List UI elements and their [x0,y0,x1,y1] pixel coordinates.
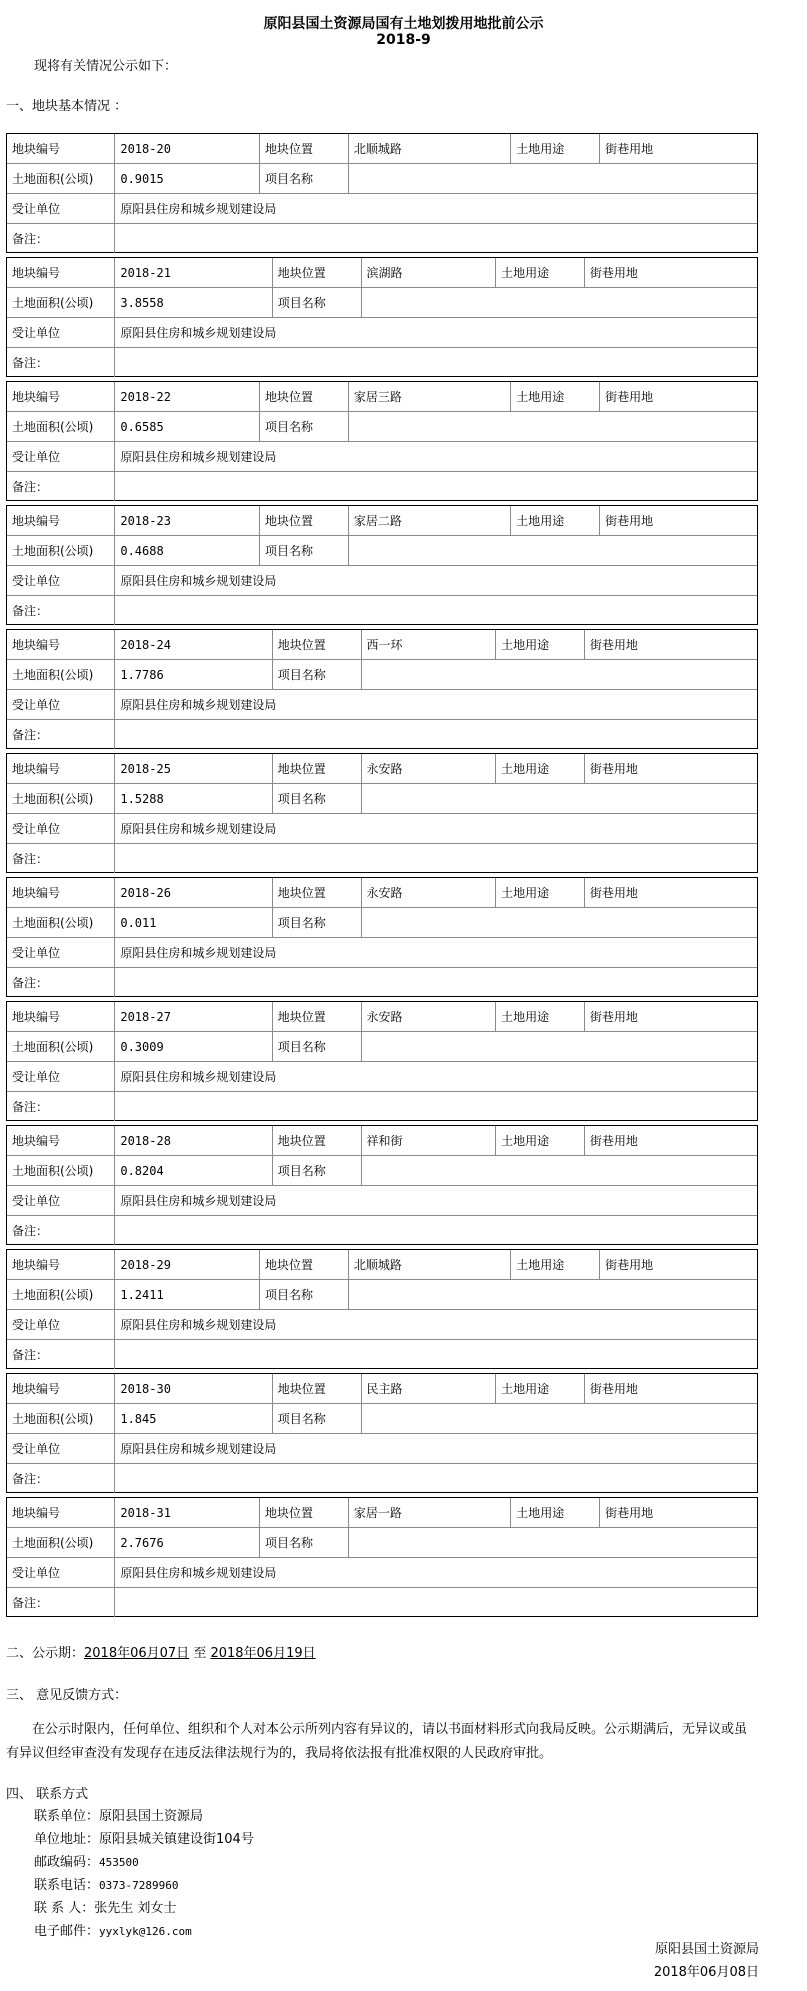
remark-label: 备注： [7,1464,115,1494]
project-value [361,908,757,938]
area-label: 土地面积(公顷) [7,1280,115,1310]
parcel-table [6,257,758,377]
parcel-no-label: 地块编号 [7,258,115,288]
parcel-row-area [7,1280,757,1310]
notice-number: 2018-9 [376,32,431,48]
publicity-end-date: 2018年06月19日 [210,1646,316,1661]
project-value [361,660,757,690]
recipient-value: 原阳县住房和城乡规划建设局 [115,318,757,348]
parcel-row-recipient [7,1062,757,1092]
remark-value [115,968,757,998]
parcel-row-area [7,1528,757,1558]
parcel-no-value: 2018-29 [115,1250,260,1280]
page-title: 原阳县国土资源局国有土地划拨用地批前公示 [263,16,544,32]
area-label: 土地面积(公顷) [7,164,115,194]
parcel-row-basic [7,134,757,164]
area-label: 土地面积(公顷) [7,536,115,566]
parcel-row-recipient [7,690,757,720]
parcel-row-recipient [7,318,757,348]
parcel-table [6,1249,758,1369]
usage-label: 土地用途 [496,754,585,784]
parcel-row-basic [7,754,757,784]
signature-org: 原阳县国土资源局 [654,1942,759,1957]
parcel-no-label: 地块编号 [7,382,115,412]
contact-address: 单位地址：原阳县城关镇建设街104号 [34,1832,254,1847]
parcel-no-value: 2018-21 [115,258,272,288]
remark-label: 备注： [7,472,115,502]
recipient-value: 原阳县住房和城乡规划建设局 [115,1434,757,1464]
remark-value [115,224,757,254]
location-value: 家居一路 [348,1498,510,1528]
parcel-row-basic [7,878,757,908]
parcel-row-recipient [7,1434,757,1464]
parcel-row-basic [7,1498,757,1528]
location-value: 北顺城路 [348,1250,510,1280]
contact-email-line [34,1920,192,1939]
parcel-no-label: 地块编号 [7,134,115,164]
parcel-row-area [7,1404,757,1434]
parcel-no-label: 地块编号 [7,1126,115,1156]
parcel-no-label: 地块编号 [7,1374,115,1404]
parcel-row-remark [7,472,757,502]
parcel-no-value: 2018-22 [115,382,260,412]
parcel-no-value: 2018-24 [115,630,272,660]
phone-label: 联系电话： [34,1878,100,1893]
recipient-value: 原阳县住房和城乡规划建设局 [115,690,757,720]
parcel-row-remark [7,1464,757,1494]
email-label: 电子邮件： [34,1924,100,1939]
project-label: 项目名称 [272,288,361,318]
contact-postcode-line [34,1851,139,1870]
usage-value: 街巷用地 [584,878,757,908]
parcel-no-value: 2018-20 [115,134,260,164]
parcel-row-basic [7,382,757,412]
remark-value [115,844,757,874]
parcel-no-value: 2018-25 [115,754,272,784]
usage-value: 街巷用地 [584,1002,757,1032]
project-label: 项目名称 [260,536,349,566]
project-value [361,1156,757,1186]
intro-text: 现将有关情况公示如下： [34,59,178,74]
usage-label: 土地用途 [496,258,585,288]
location-label: 地块位置 [272,1126,361,1156]
usage-label: 土地用途 [511,506,600,536]
recipient-value: 原阳县住房和城乡规划建设局 [115,1310,757,1340]
parcel-row-basic [7,258,757,288]
area-value: 3.8558 [115,288,272,318]
remark-label: 备注： [7,1340,115,1370]
usage-value: 街巷用地 [600,1498,757,1528]
parcel-row-basic [7,1002,757,1032]
recipient-label: 受让单位 [7,194,115,224]
remark-value [115,1216,757,1246]
recipient-label: 受让单位 [7,1310,115,1340]
project-value [361,1032,757,1062]
recipient-value: 原阳县住房和城乡规划建设局 [115,566,757,596]
parcel-row-area [7,660,757,690]
parcel-row-basic [7,1126,757,1156]
area-label: 土地面积(公顷) [7,1032,115,1062]
publicity-start-date: 2018年06月07日 [84,1646,190,1661]
project-label: 项目名称 [260,1528,349,1558]
area-label: 土地面积(公顷) [7,288,115,318]
location-label: 地块位置 [260,134,349,164]
recipient-value: 原阳县住房和城乡规划建设局 [115,1062,757,1092]
parcel-no-value: 2018-30 [115,1374,272,1404]
area-label: 土地面积(公顷) [7,412,115,442]
parcel-table [6,381,758,501]
parcel-row-recipient [7,194,757,224]
parcel-no-value: 2018-27 [115,1002,272,1032]
parcel-row-area [7,1032,757,1062]
recipient-label: 受让单位 [7,690,115,720]
usage-label: 土地用途 [496,1374,585,1404]
area-label: 土地面积(公顷) [7,784,115,814]
recipient-value: 原阳县住房和城乡规划建设局 [115,1186,757,1216]
area-value: 0.9015 [115,164,260,194]
parcel-row-area [7,784,757,814]
usage-value: 街巷用地 [584,258,757,288]
project-label: 项目名称 [260,412,349,442]
usage-value: 街巷用地 [600,134,757,164]
usage-value: 街巷用地 [584,630,757,660]
recipient-label: 受让单位 [7,1062,115,1092]
recipient-label: 受让单位 [7,1434,115,1464]
section4-heading: 四、 联系方式 [6,1787,89,1802]
location-value: 永安路 [361,1002,496,1032]
usage-label: 土地用途 [496,1002,585,1032]
location-label: 地块位置 [260,506,349,536]
recipient-label: 受让单位 [7,1558,115,1588]
usage-value: 街巷用地 [600,382,757,412]
parcel-row-area [7,412,757,442]
remark-value [115,596,757,626]
parcel-row-area [7,1156,757,1186]
section2-line [6,1642,316,1661]
usage-label: 土地用途 [496,1126,585,1156]
section3-heading: 三、 意见反馈方式： [6,1688,128,1703]
parcel-table [6,1497,758,1617]
usage-value: 街巷用地 [584,1374,757,1404]
location-value: 民主路 [361,1374,496,1404]
usage-value: 街巷用地 [600,1250,757,1280]
parcel-row-basic [7,1250,757,1280]
parcel-table [6,753,758,873]
postcode-value: 453500 [99,1856,139,1869]
project-label: 项目名称 [260,1280,349,1310]
area-value: 1.5288 [115,784,272,814]
project-label: 项目名称 [272,1404,361,1434]
remark-value [115,1588,757,1618]
email-value[interactable]: yyxlyk@126.com [99,1925,192,1938]
usage-label: 土地用途 [496,630,585,660]
remark-value [115,1340,757,1370]
remark-label: 备注： [7,224,115,254]
parcel-row-recipient [7,1310,757,1340]
parcel-row-remark [7,596,757,626]
parcel-no-label: 地块编号 [7,1250,115,1280]
location-label: 地块位置 [272,258,361,288]
phone-value: 0373-7289960 [99,1879,179,1892]
parcel-row-remark [7,224,757,254]
project-label: 项目名称 [272,908,361,938]
recipient-value: 原阳县住房和城乡规划建设局 [115,814,757,844]
section1-heading: 一、地块基本情况 ： [6,99,128,114]
project-label: 项目名称 [272,1156,361,1186]
parcel-table [6,133,758,253]
location-value: 家居三路 [348,382,510,412]
parcel-no-label: 地块编号 [7,506,115,536]
area-label: 土地面积(公顷) [7,1156,115,1186]
area-label: 土地面积(公顷) [7,1528,115,1558]
usage-label: 土地用途 [511,1250,600,1280]
parcel-row-recipient [7,442,757,472]
parcel-row-area [7,288,757,318]
remark-label: 备注： [7,1216,115,1246]
location-label: 地块位置 [272,1002,361,1032]
location-label: 地块位置 [272,1374,361,1404]
parcel-row-recipient [7,814,757,844]
parcel-row-recipient [7,938,757,968]
area-label: 土地面积(公顷) [7,1404,115,1434]
remark-value [115,1092,757,1122]
parcel-row-recipient [7,1186,757,1216]
parcel-no-value: 2018-31 [115,1498,260,1528]
remark-value [115,1464,757,1494]
area-label: 土地面积(公顷) [7,660,115,690]
location-value: 滨湖路 [361,258,496,288]
parcel-row-remark [7,968,757,998]
recipient-label: 受让单位 [7,318,115,348]
usage-label: 土地用途 [511,1498,600,1528]
recipient-label: 受让单位 [7,1186,115,1216]
location-label: 地块位置 [272,754,361,784]
remark-label: 备注： [7,596,115,626]
project-label: 项目名称 [272,1032,361,1062]
parcel-no-value: 2018-23 [115,506,260,536]
parcel-row-area [7,164,757,194]
location-label: 地块位置 [260,382,349,412]
area-value: 1.2411 [115,1280,260,1310]
recipient-value: 原阳县住房和城乡规划建设局 [115,938,757,968]
parcel-row-remark [7,1092,757,1122]
parcel-row-basic [7,630,757,660]
remark-label: 备注： [7,1588,115,1618]
location-value: 永安路 [361,754,496,784]
parcel-row-basic [7,1374,757,1404]
location-value: 西一环 [361,630,496,660]
project-label: 项目名称 [272,784,361,814]
project-value [348,1528,757,1558]
remark-label: 备注： [7,1092,115,1122]
usage-value: 街巷用地 [584,754,757,784]
location-label: 地块位置 [272,878,361,908]
area-value: 0.3009 [115,1032,272,1062]
remark-label: 备注： [7,348,115,378]
parcel-row-recipient [7,1558,757,1588]
usage-label: 土地用途 [496,878,585,908]
parcel-table [6,877,758,997]
parcel-row-basic [7,506,757,536]
remark-value [115,472,757,502]
date-separator: 至 [189,1646,211,1661]
project-value [361,288,757,318]
area-label: 土地面积(公顷) [7,908,115,938]
location-value: 永安路 [361,878,496,908]
area-value: 0.4688 [115,536,260,566]
feedback-paragraph: 在公示时限内，任何单位、组织和个人对本公示所列内容有异议的，请以书面材料形式向我局反映。公示期满后，无异议或虽有异议但经审查没有发现存在违反法律法规行为的，我局将依法报有批准权限的人民政府审批。 [6,1722,748,1761]
recipient-value: 原阳县住房和城乡规划建设局 [115,1558,757,1588]
project-value [348,412,757,442]
parcel-table [6,629,758,749]
contact-unit: 联系单位：原阳县国土资源局 [34,1809,204,1824]
area-value: 0.6585 [115,412,260,442]
remark-label: 备注： [7,968,115,998]
usage-label: 土地用途 [511,382,600,412]
parcel-row-remark [7,1216,757,1246]
parcel-table [6,505,758,625]
project-value [348,164,757,194]
location-value: 祥和街 [361,1126,496,1156]
area-value: 1.845 [115,1404,272,1434]
parcel-row-recipient [7,566,757,596]
project-label: 项目名称 [272,660,361,690]
parcel-table [6,1373,758,1493]
location-value: 家居二路 [348,506,510,536]
area-value: 0.011 [115,908,272,938]
postcode-label: 邮政编码： [34,1855,100,1870]
parcel-row-remark [7,844,757,874]
usage-value: 街巷用地 [584,1126,757,1156]
recipient-label: 受让单位 [7,442,115,472]
contact-person: 联 系 人：张先生 刘女士 [34,1901,177,1916]
recipient-value: 原阳县住房和城乡规划建设局 [115,442,757,472]
remark-value [115,348,757,378]
parcel-row-remark [7,1340,757,1370]
parcel-table [6,1001,758,1121]
parcel-no-value: 2018-26 [115,878,272,908]
project-value [361,1404,757,1434]
recipient-label: 受让单位 [7,814,115,844]
remark-label: 备注： [7,844,115,874]
location-label: 地块位置 [272,630,361,660]
area-value: 2.7676 [115,1528,260,1558]
recipient-label: 受让单位 [7,566,115,596]
parcel-no-label: 地块编号 [7,878,115,908]
parcel-row-remark [7,1588,757,1618]
remark-value [115,720,757,750]
parcel-row-area [7,908,757,938]
area-value: 1.7786 [115,660,272,690]
usage-value: 街巷用地 [600,506,757,536]
contact-phone-line [34,1874,179,1893]
location-value: 北顺城路 [348,134,510,164]
parcel-no-value: 2018-28 [115,1126,272,1156]
parcel-no-label: 地块编号 [7,630,115,660]
project-value [348,536,757,566]
remark-label: 备注： [7,720,115,750]
location-label: 地块位置 [260,1498,349,1528]
signature-date: 2018年06月08日 [653,1965,759,1980]
parcel-row-remark [7,348,757,378]
project-value [348,1280,757,1310]
parcel-no-label: 地块编号 [7,754,115,784]
project-value [361,784,757,814]
location-label: 地块位置 [260,1250,349,1280]
parcel-table [6,1125,758,1245]
section2-heading: 二、公示期： [6,1646,85,1661]
parcel-row-remark [7,720,757,750]
parcel-row-area [7,536,757,566]
area-value: 0.8204 [115,1156,272,1186]
recipient-label: 受让单位 [7,938,115,968]
usage-label: 土地用途 [511,134,600,164]
parcel-no-label: 地块编号 [7,1498,115,1528]
recipient-value: 原阳县住房和城乡规划建设局 [115,194,757,224]
project-label: 项目名称 [260,164,349,194]
parcel-no-label: 地块编号 [7,1002,115,1032]
